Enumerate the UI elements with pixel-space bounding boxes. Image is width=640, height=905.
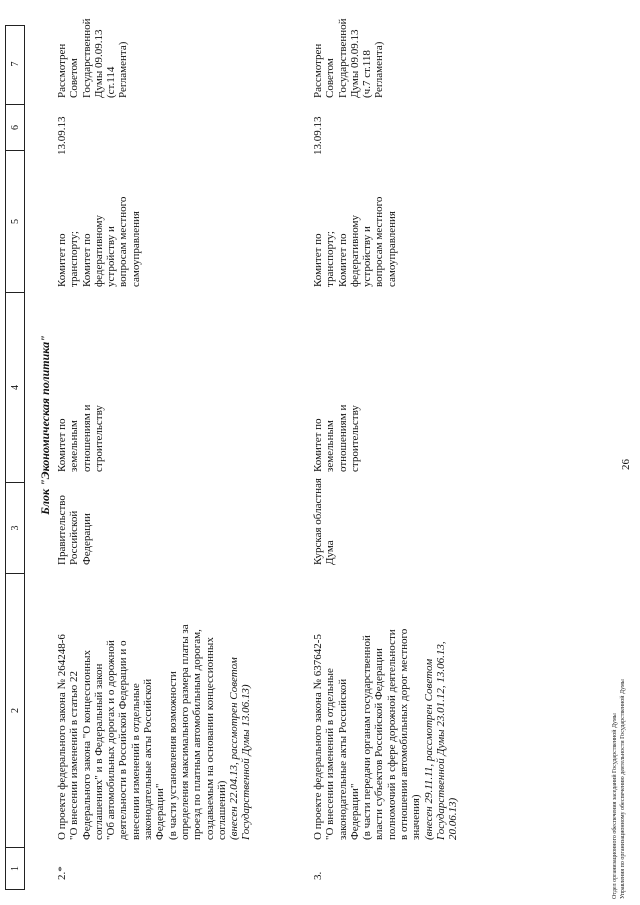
column-number-header bbox=[5, 25, 25, 890]
col-6-header: 6 bbox=[6, 104, 24, 150]
col-7-header: 7 bbox=[9, 61, 21, 67]
committee-main: Комитет по земельным отношениям и строительству bbox=[312, 404, 361, 472]
footer-line: Управления по организационному обеспечению деятельности Государственной Думы bbox=[619, 679, 626, 899]
table-row bbox=[312, 18, 512, 890]
page-number: 26 bbox=[620, 459, 632, 470]
bill-title: О проекте федерального закона № 264248-6 "О внесении изменений в статью 22 Федерального закона "О концессионных соглашениях" и в Федеральный закон "Об автомобильных дорогах и о дорожной деятельности в Российской Федерации и о внесении изменений в отдельные законодательные акты Российской Федерации" (в части установления возможности определения максимального размера платы за проезд по платным автомобильным дорогам, создаваемым на основании концессионных соглашений) (внесен 22.04.13, рассмотрен Советом Государственной Думы 13.06.13) bbox=[56, 624, 253, 840]
col-4-header: 4 bbox=[6, 292, 24, 482]
initiator: Курская областная Дума bbox=[312, 478, 337, 565]
committee-co: Комитет по транспорту; Комитет по федеративному устройству и вопросам местного самоуправления bbox=[56, 196, 142, 287]
bill-title: О проекте федерального закона № 637642-5 "О внесении изменений в отдельные законодательные акты Российской Федерации" (в части передачи органам государственной власти субъектов Российской Федерации полномочий в сфере дорожной деятельности в отношении автомобильных дорог местного значения) (внесен 29.11.11, рассмотрен Советом Государственной Думы 23.01.12, 13.06.13, 20.06.13) bbox=[312, 628, 460, 840]
initiator: Правительство Российской Федерации bbox=[56, 495, 93, 565]
status: Рассмотрен Советом Государственной Думы 09.09.13 (ч.7 ст.118 Регламента) bbox=[312, 18, 386, 98]
status: Рассмотрен Советом Государственной Думы 09.09.13 (ст.114 Регламента) bbox=[56, 18, 130, 98]
col-2-header: 2 bbox=[6, 573, 24, 847]
committee-main: Комитет по земельным отношениям и строительству bbox=[56, 404, 105, 472]
col-1-header: 1 bbox=[6, 847, 24, 889]
col-3-header: 3 bbox=[6, 482, 24, 573]
footer bbox=[612, 679, 627, 899]
review-date: 13.09.13 bbox=[312, 116, 324, 155]
row-number: 3. bbox=[312, 871, 324, 880]
committee-co: Комитет по транспорту; Комитет по федеративному устройству и вопросам местного самоуправления bbox=[312, 196, 398, 287]
footer-line: Отдел организационного обеспечения заседаний Государственной Думы bbox=[612, 713, 618, 899]
table-row bbox=[56, 18, 306, 890]
block-title: Блок "Экономическая политика" bbox=[38, 335, 52, 515]
row-number: 2.* bbox=[56, 866, 68, 880]
review-date: 13.09.13 bbox=[56, 116, 68, 155]
col-5-header: 5 bbox=[6, 150, 24, 292]
